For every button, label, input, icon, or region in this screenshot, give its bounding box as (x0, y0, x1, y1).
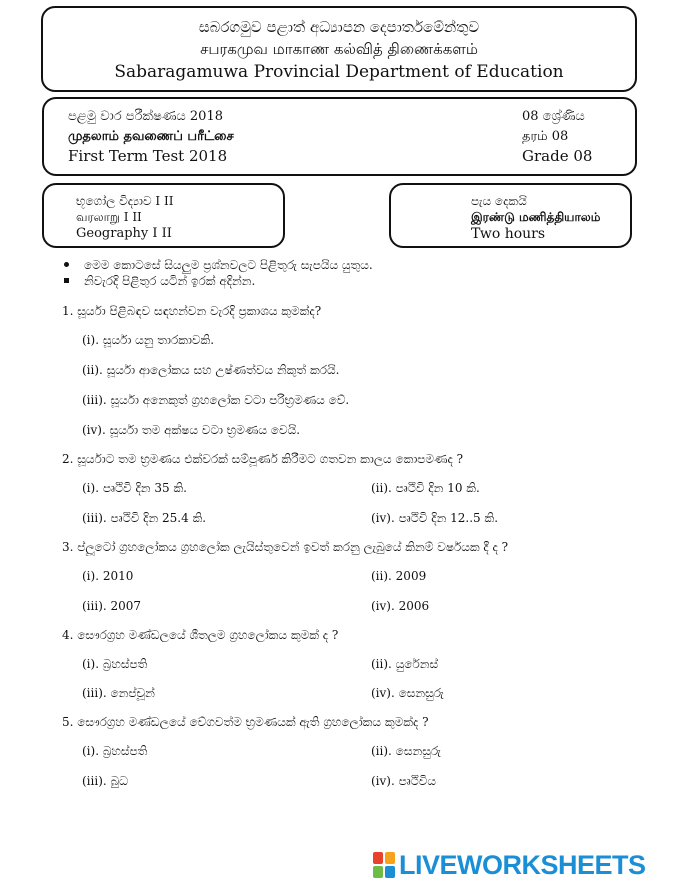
question-2: 2. සූර්යාට තම භ්‍රමණය එක්වරක් සම්පූර්ණ කිරීමට ගතවන කාලය කොපමණද ? (62, 452, 464, 466)
q3-option-ii[interactable]: (ii). 2009 (371, 569, 427, 583)
q2-option-iv[interactable]: (iv). පෘථිවි දින 12..5 කි. (371, 511, 499, 525)
grade-sinhala: 08 ශ්‍රේණිය (522, 109, 585, 124)
logo-tile (373, 866, 383, 878)
question-5: 5. සෞරග්‍රහ මණ්ඩලයේ වේගවත්ම භ්‍රමණයක් ඇති ග්‍රහලෝකය කුමක්ද ? (62, 715, 429, 729)
subject-tamil: வரலாறு I II (76, 210, 142, 224)
header-box (41, 6, 637, 92)
q4-option-iv[interactable]: (iv). සෙනසුරු (371, 686, 444, 700)
exam-title-sinhala: පළමු වාර පරීක්ෂණය 2018 (68, 109, 223, 124)
q2-option-iii[interactable]: (iii). පෘථිවි දින 25.4 කි. (82, 511, 207, 525)
duration-tamil: இரண்டு மணித்தியாலம் (471, 210, 601, 224)
duration-sinhala: පැය දෙකයි (471, 194, 527, 208)
exam-info-box (42, 97, 637, 176)
q1-option-iv[interactable]: (iv). සූර්යා තම අක්ෂය වටා භ්‍රමණය වෙයි. (82, 423, 301, 437)
logo-tile (385, 866, 395, 878)
question-4: 4. සෞරග්‍රහ මණ්ඩලයේ ශීතලම ග්‍රහලෝකය කුමක් ද ? (62, 628, 339, 642)
q1-option-iii[interactable]: (iii). සූර්යා අනෙකුත් ග්‍රහලෝක වටා පරිභ්‍රමණය වේ. (82, 393, 350, 407)
q4-option-ii[interactable]: (ii). යුරේනස් (371, 657, 439, 671)
q1-option-i[interactable]: (i). සූර්යා යනු තාරකාවකි. (82, 333, 215, 347)
grade-tamil: தரம் 08 (522, 129, 569, 144)
q3-option-i[interactable]: (i). 2010 (82, 569, 134, 583)
header-sinhala: සබරගමුව පළාත් අධ්‍යාපන දෙපාර්තමේන්තුව (198, 18, 480, 36)
instruction-bullet (64, 278, 69, 283)
instruction-bullet (64, 262, 69, 267)
logo-tile (385, 852, 395, 864)
subject-english: Geography I II (76, 226, 172, 241)
instruction-1: මෙම කොටසේ සියලුම ප්‍රශ්නවලට පිළිතුරු සැපයිය යුතුය. (84, 258, 373, 272)
subject-box (42, 183, 285, 248)
liveworksheets-logo (373, 850, 646, 880)
q5-option-ii[interactable]: (ii). සෙනසුරු (371, 744, 441, 758)
exam-title-english: First Term Test 2018 (68, 147, 228, 165)
subject-sinhala: භූගෝල විද්‍යාව I II (76, 194, 174, 208)
question-1: 1. සූර්යා පිළිබඳව සඳහන්වන වැරදි ප්‍රකාශය කුමක්ද? (62, 304, 322, 318)
q4-option-iii[interactable]: (iii). නෙප්චූන් (82, 686, 155, 700)
q2-option-ii[interactable]: (ii). පෘථිවි දින 10 කි. (371, 481, 480, 495)
q5-option-iii[interactable]: (iii). බුධ (82, 774, 128, 788)
q1-option-ii[interactable]: (ii). සූර්යා ආලෝකය සහ උෂ්ණත්වය නිකුත් කරයි. (82, 363, 340, 377)
q4-option-i[interactable]: (i). බ්‍රහස්පති (82, 657, 148, 671)
q5-option-iv[interactable]: (iv). පෘථිවිය (371, 774, 437, 788)
q5-option-i[interactable]: (i). බ්‍රහස්පති (82, 744, 148, 758)
header-english: Sabaragamuwa Provincial Department of Education (114, 62, 564, 82)
q2-option-i[interactable]: (i). පෘථිවි දින 35 කි. (82, 481, 187, 495)
q3-option-iv[interactable]: (iv). 2006 (371, 599, 430, 613)
logo-tile (373, 852, 383, 864)
liveworksheets-logo-text: LIVEWORKSHEETS (399, 849, 646, 880)
instruction-2: නිවැරදි පිළිතුර යටින් ඉරක් අදින්න. (84, 274, 256, 288)
grade-english: Grade 08 (522, 147, 593, 165)
duration-english: Two hours (471, 226, 546, 242)
duration-box (389, 183, 632, 248)
exam-title-tamil: முதலாம் தவணைப் பரீட்சை (68, 129, 234, 144)
liveworksheets-logo-icon (373, 852, 395, 878)
header-tamil: சபரகமுவ மாகாண கல்வித் திணைக்களம் (200, 40, 478, 58)
question-3: 3. ප්ලූටෝ ග්‍රහලෝකය ග්‍රහලෝක ලැයිස්තුවෙන් ඉවත් කරනු ලැබුයේ කිනම් වර්ෂයක දී ද ? (62, 540, 509, 554)
q3-option-iii[interactable]: (iii). 2007 (82, 599, 142, 613)
